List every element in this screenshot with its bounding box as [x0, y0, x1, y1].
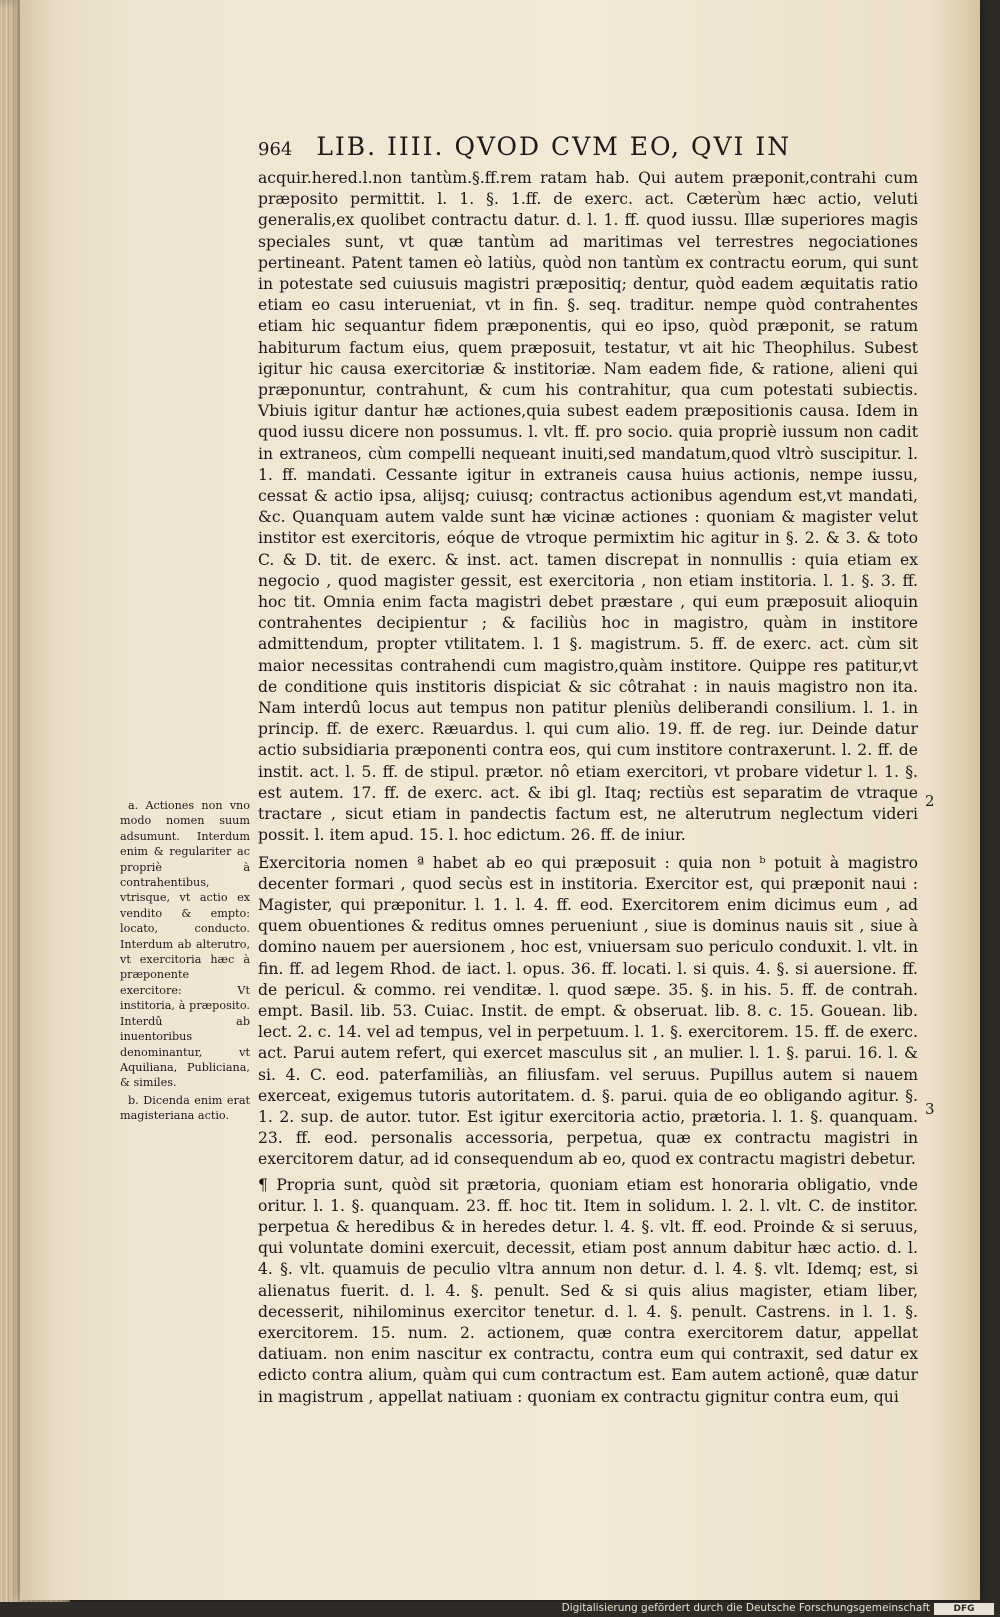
paragraph-2: Exercitoria nomen ª habet ab eo qui præposuit : quia non ᵇ potuit à magistro decenter formari , quod secùs est in institoria. Exercitor est, qui præponit naui : Magister, qui præponitur. l. 1. l. 4. ff. eod. Exercitorem enim dicimus eum , ad quem obuentiones & reditus omnes perueniunt , siue is dominus nauis sit , siue à domino nauem per auersionem , hoc est, vniuersam suo periculo conduxit. l. vlt. in fin. ff. ad legem Rhod. de iact. l. opus. 36. ff. locati. l. si quis. 4. §. si auersione. ff. de pericul. & commo. rei venditæ. l. quod sæpe. 35. §. in his. 5. ff. de contrah. empt. Basil. lib. 53. Cuiac. Instit. de empt. & obseruat. lib. 8. c. 15. Gouean. lib. lect. 2. c. 14. vel ad tempus, vel in perpetuum. l. 1. §. exercitorem. 15. ff. de exerc. act. Parui autem refert, qui exercet masculus sit , an mulier. l. 1. §. parui. 16. l. & si. 4. C. eod. paterfamiliàs, an filiusfam. vel seruus. Pupillus autem si nauem exerceat, exigemus tutoris autoritatem. d. §. parui. quia de eo obligando agitur. §. 1. 2. sup. de autor. tutor. Est igitur exercitoria actio, prætoria. l. 1. §. quanquam. 23. ff. eod. personalis accessoria, perpetua, quæ ex contractu magistri in exercitorem datur, ad id consequendum ab eo, quod ex contractu magistri debetur. — [258, 853, 918, 1169]
running-head — [258, 132, 938, 164]
marginal-note-a: a. Actiones non vno modo nomen suum adsumunt. Interdum enim & regulariter ac propriè à contrahentibus, vtrisque, vt actio ex vendito & empto: locato, conducto. Interdum ab alterutro, vt exercitoria hæc à præponente exercitore: Vt institoria, à præposito. Interdû ab inuentoribus denominantur, vt Aquiliana, Publiciana, & similes. — [120, 799, 250, 1090]
paragraph-1: acquir.hered.l.non tantùm.§.ff.rem ratam hab. Qui autem præponit,contrahi cum præposito permittit. l. 1. §. 1.ff. de exerc. act. Cæterùm hæc actio, veluti generalis,ex quolibet contractu datur. d. l. 1. ff. quod iussu. Illæ superiores magis speciales sunt, vt quæ tantùm ad maritimas vel terrestres negociationes pertineant. Patent tamen eò latiùs, quòd non tantùm ex contractu eorum, qui sunt in potestate sed cuiusuis magistri præpositiq; dentur, quòd eadem æquitatis ratio etiam eo casu interueniat, vt in fin. §. seq. traditur. nempe quòd contrahentes etiam hic sequantur fidem præponentis, qui eo ipso, quòd præponit, se ratum habiturum factum eius, quem præposuit, testatur, vt ait hic Theophilus. Subest igitur hic causa exercitoriæ & institoriæ. Nam eadem fide, & ratione, alieni qui præponuntur, contrahunt, & cum his contrahitur, qua cum potestati subiectis. Vbiuis igitur dantur hæ actiones,quia subest eadem præpositionis causa. Idem in quod iussu dicere non possumus. l. vlt. ff. pro socio. quia propriè iussum non cadit in extraneos, cùm compelli nequeant inuiti,sed mandatum,quod vltrò suscipitur. l. 1. ff. mandati. Cessante igitur in extraneis causa huius actionis, nempe iussu, cessat & actio ipsa, alijsq; cuiusq; contractus actionibus agendum est,vt mandati, &c. Quanquam autem valde sunt hæ vicinæ actiones : quoniam & magister velut institor est exercitoris, eóque de vtroque permixtim hic agitur in §. 2. & 3. & toto C. & D. tit. de exerc. & inst. act. tamen discrepat in nonnullis : quia etiam ex negocio , quod magister gessit, est exercitoria , non etiam institoria. l. 1. §. 3. ff. hoc tit. Omnia enim facta magistri debet præstare , qui eum præposuit alioquin contrahentes decipientur ; & faciliùs hoc in magistro, quàm in institore admittendum, propter vtilitatem. l. 1 §. magistrum. 5. ff. de exerc. act. cùm sit maior necessitas contrahendi cum magistro,quàm institore. Quippe res patitur,vt de conditione quis institoris dispiciat & sic côtrahat : in nauis magistro non ita. Nam interdû locus aut tempus non patitur pleniùs deliberandi consilium. l. 1. in princip. ff. de exerc. Ræuardus. l. qui cum alio. 19. ff. de reg. iur. Deinde datur actio subsidiaria præponenti contra eos, qui cum institore contraxerunt. l. 2. ff. de instit. act. l. 5. ff. de stipul. prætor. nô etiam exercitori, vt probare videtur l. 1. §. est autem. 17. ff. de exerc. act. & ibi gl. Itaq; rectiùs est separatim de vtraque tractare , sicut etiam in pandectis factum est, ne alterutrum neglectum videri possit. l. item apud. 15. l. hoc edictum. 26. ff. de iniur. — [258, 169, 918, 845]
paragraph-3: ¶ Propria sunt, quòd sit prætoria, quoniam etiam est honoraria obligatio, vnde oritur. l. 1. §. quanquam. 23. ff. hoc tit. Item in solidum. l. 2. l. vlt. C. de institor. perpetua & heredibus & in heredes detur. l. 4. §. vlt. ff. eod. Proinde & si seruus, qui voluntate domini exercuit, decessit, etiam post annum dabitur hæc actio. d. l. 4. §. vlt. quamuis de peculio vltra annum non detur. d. l. 4. §. vlt. Idemq; est, si alienatus fuerit. d. l. 4. §. penult. Sed & si quis alius magister, etiam liber, decesserit, nihilominus exercitor tenetur. d. l. 4. §. penult. Castrens. in l. 1. §. exercitorem. 15. num. 2. actionem, quæ contra exercitorem datur, appellat datiuam. non enim nascitur ex contractu, contra eum qui contraxit, sed datur ex edicto contra alium, quàm qui cum contractum est. Eam autem actionê, quæ datur in magistrum , appellat natiuam : quoniam ex contractu gignitur contra eum, qui — [258, 1175, 918, 1406]
marginal-note-b: b. Dicenda enim erat magisteriana actio. — [120, 1093, 250, 1123]
running-head-title: LIB. IIII. QVOD CVM EO, QVI IN — [316, 132, 792, 161]
page-number: 964 — [258, 139, 293, 160]
section-number-3: 3 — [925, 1100, 935, 1118]
funding-credit: Digitalisierung gefördert durch die Deutsche Forschungsgemeinschaft — [561, 1602, 930, 1614]
marginal-notes — [120, 798, 250, 1126]
section-number-2: 2 — [925, 792, 935, 810]
dfg-logo-icon: DFG — [934, 1603, 994, 1615]
main-text-column — [258, 168, 918, 1408]
